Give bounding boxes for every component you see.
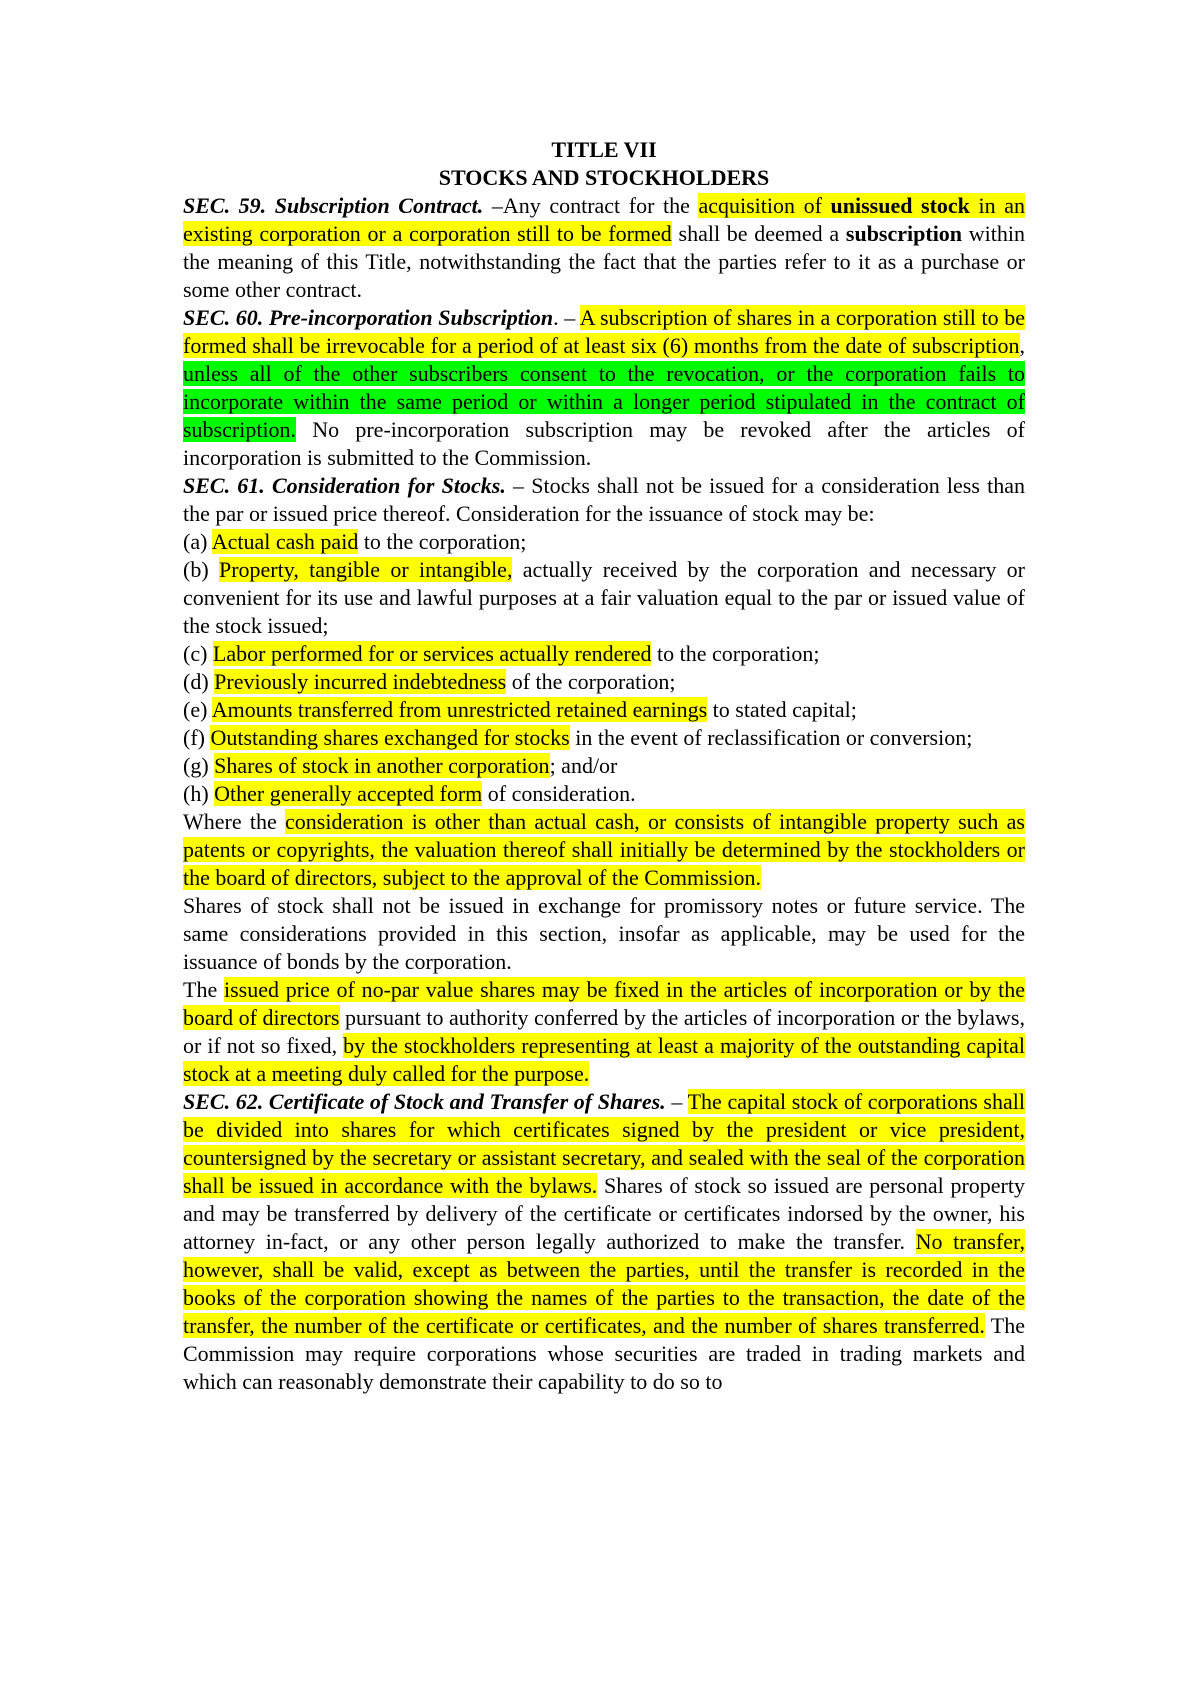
list-text: in the event of reclassification or conversion; <box>569 725 973 750</box>
section-60-text: , <box>1019 333 1025 358</box>
highlight: The capital stock of corporations shall be divided into shares for which certificates signed by the president or vice president, countersigned by the secretary or assistant secretary, and sealed with the seal of the corporation shall be issued in accordance with the bylaws. <box>183 1089 1025 1198</box>
section-62-heading: SEC. 62. Certificate of Stock and Transfer of Shares. <box>183 1089 666 1114</box>
list-item <box>183 724 1025 752</box>
list-item <box>183 696 1025 724</box>
highlight: A subscription of shares in a corporation still to be formed shall be irrevocable for a period of at least six (6) months from the date of subscription <box>183 305 1025 358</box>
list-item <box>183 556 1025 640</box>
list-marker: (h) <box>183 781 215 806</box>
section-62-text: – <box>665 1089 688 1114</box>
section-61-text: – Stocks shall not be issued for a consideration less than the par or issued price thereof. Consideration for the issuance of stock may be: <box>183 473 1026 526</box>
list-text: actually received by the corporation and necessary or convenient for its use and lawful purposes at a fair valuation equal to the par or issued value of the stock issued; <box>183 557 1026 638</box>
section-62-text: The Commission may require corporations whose securities are traded in trading markets and which can reasonably demonstrate their capability to do so to <box>183 1313 1025 1394</box>
paragraph <box>183 808 1025 892</box>
highlight: Actual cash paid <box>211 529 359 554</box>
section-60-text: . – <box>553 305 580 330</box>
paragraph-text: The <box>183 977 224 1002</box>
paragraph: Shares of stock shall not be issued in exchange for promissory notes or future service. The same considerations provided in this section, insofar as applicable, may be used for the issuance of bonds by the corporation. <box>183 893 1025 974</box>
paragraph <box>183 976 1025 1088</box>
paragraph-text: Where the <box>183 809 286 834</box>
highlight-bold: unissued stock <box>830 193 970 218</box>
list-item <box>183 668 1025 696</box>
list-marker: (f) <box>183 725 211 750</box>
list-text: to the corporation; <box>358 529 527 554</box>
section-59-text: shall be deemed a <box>671 221 846 246</box>
section-61 <box>183 472 1025 528</box>
section-59-text: –Any contract for the <box>483 193 699 218</box>
highlight: Property, tangible or intangible, <box>218 557 513 582</box>
list-marker: (d) <box>183 669 215 694</box>
document-page <box>183 136 1025 1396</box>
list-marker: (b) <box>183 557 219 582</box>
list-item <box>183 640 1025 668</box>
highlight: by the stockholders representing at least a majority of the outstanding capital stock at a meeting duly called for the purpose. <box>183 1033 1025 1086</box>
highlight: Amounts transferred from unrestricted retained earnings <box>211 697 708 722</box>
section-60-text: No pre-incorporation subscription may be revoked after the articles of incorporation is submitted to the Commission. <box>183 417 1025 470</box>
highlight: Previously incurred indebtedness <box>214 669 507 694</box>
bold-term: subscription <box>845 221 963 246</box>
list-text: of consideration. <box>482 781 636 806</box>
document-subtitle: STOCKS AND STOCKHOLDERS <box>438 165 770 190</box>
highlight: No transfer, however, shall be valid, except as between the parties, until the transfer is recorded in the books of the corporation showing the names of the parties to the transaction, the date of the transfer, the number of the certificate or certificates, and the number of shares transferred. <box>183 1229 1025 1338</box>
list-text: ; and/or <box>549 753 618 778</box>
list-marker: (e) <box>183 697 212 722</box>
paragraph-text: pursuant to authority conferred by the articles of incorporation or the bylaws, or if not so fixed, <box>183 1005 1025 1058</box>
document-title: TITLE VII <box>551 137 657 162</box>
highlight: issued price of no-par value shares may be fixed in the articles of incorporation or by the board of directors <box>183 977 1026 1030</box>
list-marker: (c) <box>183 641 213 666</box>
highlight: in an existing corporation or a corporation still to be formed <box>183 193 1025 246</box>
list-marker: (a) <box>183 529 212 554</box>
section-59-text: within the meaning of this Title, notwithstanding the fact that the parties refer to it as a purchase or some other contract. <box>183 221 1025 302</box>
highlight: Labor performed for or services actually rendered <box>212 641 652 666</box>
section-59 <box>183 192 1025 304</box>
section-60 <box>183 304 1025 472</box>
highlight: Outstanding shares exchanged for stocks <box>210 725 570 750</box>
section-62-text: Shares of stock so issued are personal property and may be transferred by delivery of the certificate or certificates indorsed by the owner, his attorney in-fact, or any other person legally authorized to make the transfer. <box>183 1173 1025 1254</box>
highlight: Shares of stock in another corporation <box>214 753 550 778</box>
list-item <box>183 528 1025 556</box>
section-61-heading: SEC. 61. Consideration for Stocks. <box>183 473 506 498</box>
highlight: acquisition of <box>698 193 831 218</box>
section-62 <box>183 1088 1025 1396</box>
section-60-heading: SEC. 60. Pre-incorporation Subscription <box>183 305 554 330</box>
list-marker: (g) <box>183 753 215 778</box>
list-text: to stated capital; <box>707 697 857 722</box>
highlight: Other generally accepted form <box>214 781 483 806</box>
section-59-heading: SEC. 59. Subscription Contract. <box>183 193 484 218</box>
list-text: to the corporation; <box>651 641 820 666</box>
highlight-green: unless all of the other subscribers consent to the revocation, or the corporation fails to incorporate within the same period or within a longer period stipulated in the contract of subscription. <box>183 361 1025 442</box>
list-text: of the corporation; <box>506 669 676 694</box>
list-item <box>183 752 1025 780</box>
highlight: consideration is other than actual cash, or consists of intangible property such as patents or copyrights, the valuation thereof shall initially be determined by the stockholders or the board of directors, subject to the approval of the Commission. <box>183 809 1025 890</box>
list-item <box>183 780 1025 808</box>
